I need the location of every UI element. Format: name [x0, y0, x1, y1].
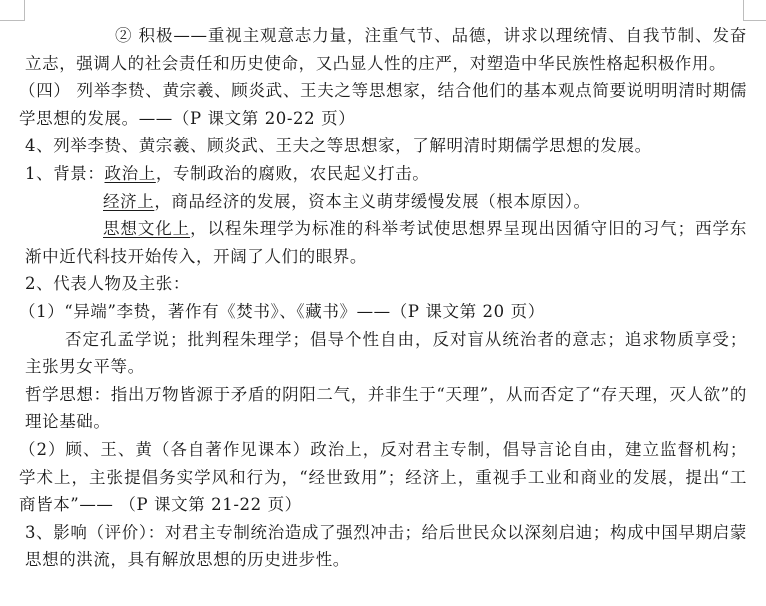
politics-label: 政治上 [104, 163, 156, 183]
paragraph-influence: 3、影响（评价）：对君主专制统治造成了强烈冲击；给后世民众以深刻启迪；构成中国早期启蒙思想的洪流，具有解放思想的历史进步性。 [25, 522, 747, 570]
document-body [19, 22, 748, 574]
paragraph-philosophy: 哲学思想：指出万物皆源于矛盾的阴阳二气，并非生于“天理”，从而否定了“存天理，灭人欲”的理论基础。 [25, 384, 747, 432]
paragraph-positive-effect: ② 积极——重视主观意志力量，注重气节、品德，讲求以理统情、自我节制、发奋立志，强调人的社会责任和历史使命，又凸显人性的庄严，对塑造中华民族性格起积极作用。 [25, 26, 747, 73]
paragraph-background-culture [25, 215, 747, 270]
culture-text: ，以程朱理学为标准的科举考试使思想界呈现出因循守旧的习气；西学东渐中近代科技开始传入，开阔了人们的眼界。 [25, 219, 748, 266]
paragraph-background-economy [25, 188, 747, 216]
page-corner-mark-left [0, 0, 25, 21]
paragraph-li-zhi-views: 否定孔孟学说；批判程朱理学；倡导个性自由，反对盲从统治者的意志；追求物质享受；主张男女平等。 [25, 329, 747, 377]
politics-text: ，专制政治的腐败，农民起义打击。 [155, 163, 430, 183]
economy-label: 经济上 [103, 191, 155, 211]
paragraph-question-four: （四） 列举李贽、黄宗羲、顾炎武、王夫之等思想家，结合他们的基本观点简要说明明清时期儒学思想的发展。——（P 课文第 20-22 页） [19, 81, 747, 128]
paragraph-gu-wang-huang: （2）顾、王、黄（各自著作见课本）政治上，反对君主专制，倡导言论自由，建立监督机构；学术上，主张提倡务实学风和行为，“经世致用”；经济上，重视手工业和商业的发展，提出“工商皆本”—— （P 课文第 21-22 页） [19, 439, 747, 515]
paragraph-item-four: 4、列举李贽、黄宗羲、顾炎武、王夫之等思想家，了解明清时期儒学思想的发展。 [25, 136, 652, 156]
background-prefix: 1、背景： [25, 163, 105, 183]
culture-label: 思想文化上 [103, 219, 191, 239]
paragraph-representatives-heading: 2、代表人物及主张： [25, 274, 190, 294]
economy-text: ，商品经济的发展，资本主义萌芽缓慢发展（根本原因）。 [154, 191, 591, 211]
page-corner-mark-right [743, 0, 766, 21]
paragraph-background-politics [25, 160, 747, 188]
paragraph-li-zhi: （1）“异端”李贽，著作有《焚书》、《藏书》——（P 课文第 20 页） [19, 301, 545, 321]
